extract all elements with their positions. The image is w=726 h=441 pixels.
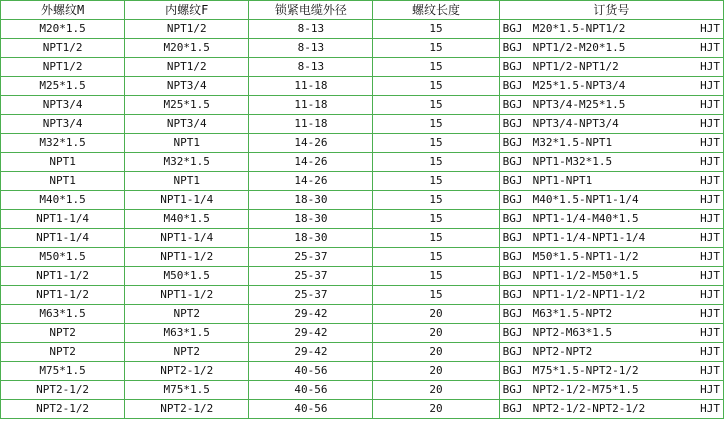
male-thread-cell: NPT1: [1, 172, 125, 191]
order-suffix: HJT: [700, 60, 720, 73]
order-code: M25*1.5-NPT3/4: [532, 79, 626, 92]
order-prefix: BGJ: [502, 383, 523, 396]
table-row: [1, 362, 724, 381]
order-code: NPT1-1/4-NPT1-1/4: [532, 231, 646, 244]
table-row: [1, 191, 724, 210]
order-no-cell: [499, 191, 723, 210]
table-row: [1, 267, 724, 286]
male-thread-cell: M20*1.5: [1, 20, 125, 39]
male-thread-cell: NPT2-1/2: [1, 381, 125, 400]
order-suffix: HJT: [700, 174, 720, 187]
order-suffix: HJT: [700, 383, 720, 396]
thread-length-cell: 15: [373, 248, 499, 267]
cable-diameter-cell: 25-37: [249, 267, 373, 286]
order-code: NPT2-NPT2: [532, 345, 593, 358]
order-code: NPT1-1/2-M50*1.5: [532, 269, 639, 282]
cable-diameter-cell: 18-30: [249, 191, 373, 210]
thread-length-cell: 20: [373, 343, 499, 362]
table-row: [1, 286, 724, 305]
order-no-cell: [499, 229, 723, 248]
thread-length-cell: 15: [373, 20, 499, 39]
header-cable-diameter: 锁紧电缆外径: [249, 1, 373, 20]
order-code: M75*1.5-NPT2-1/2: [532, 364, 639, 377]
order-code: M50*1.5-NPT1-1/2: [532, 250, 639, 263]
order-code: NPT2-1/2-M75*1.5: [532, 383, 639, 396]
female-thread-cell: M50*1.5: [125, 267, 249, 286]
order-suffix: HJT: [700, 22, 720, 35]
cable-diameter-cell: 14-26: [249, 172, 373, 191]
female-thread-cell: NPT2-1/2: [125, 362, 249, 381]
cable-diameter-cell: 29-42: [249, 305, 373, 324]
order-code: NPT2-M63*1.5: [532, 326, 613, 339]
female-thread-cell: M25*1.5: [125, 96, 249, 115]
female-thread-cell: NPT3/4: [125, 77, 249, 96]
order-suffix: HJT: [700, 364, 720, 377]
order-suffix: HJT: [700, 155, 720, 168]
male-thread-cell: NPT3/4: [1, 115, 125, 134]
order-prefix: BGJ: [502, 402, 523, 415]
order-code: M40*1.5-NPT1-1/4: [532, 193, 639, 206]
table-row: [1, 172, 724, 191]
header-male-thread: 外螺纹M: [1, 1, 125, 20]
order-prefix: BGJ: [502, 269, 523, 282]
thread-length-cell: 15: [373, 96, 499, 115]
table-row: [1, 324, 724, 343]
male-thread-cell: NPT1-1/4: [1, 229, 125, 248]
order-no-cell: [499, 305, 723, 324]
order-no-cell: [499, 400, 723, 419]
cable-diameter-cell: 25-37: [249, 248, 373, 267]
thread-length-cell: 15: [373, 286, 499, 305]
cable-diameter-cell: 40-56: [249, 362, 373, 381]
cable-diameter-cell: 11-18: [249, 96, 373, 115]
order-prefix: BGJ: [502, 117, 523, 130]
male-thread-cell: NPT1: [1, 153, 125, 172]
order-code: NPT1-NPT1: [532, 174, 593, 187]
order-prefix: BGJ: [502, 98, 523, 111]
thread-length-cell: 15: [373, 229, 499, 248]
cable-diameter-cell: 18-30: [249, 210, 373, 229]
male-thread-cell: NPT2: [1, 343, 125, 362]
order-no-cell: [499, 343, 723, 362]
table-row: [1, 20, 724, 39]
female-thread-cell: NPT3/4: [125, 115, 249, 134]
female-thread-cell: NPT2: [125, 305, 249, 324]
male-thread-cell: M40*1.5: [1, 191, 125, 210]
order-no-cell: [499, 39, 723, 58]
cable-diameter-cell: 29-42: [249, 324, 373, 343]
order-no-cell: [499, 248, 723, 267]
table-body: [1, 20, 724, 419]
cable-diameter-cell: 14-26: [249, 134, 373, 153]
order-code: NPT1-1/4-M40*1.5: [532, 212, 639, 225]
female-thread-cell: NPT1-1/2: [125, 248, 249, 267]
cable-diameter-cell: 11-18: [249, 115, 373, 134]
female-thread-cell: NPT1/2: [125, 20, 249, 39]
female-thread-cell: NPT1-1/4: [125, 229, 249, 248]
thread-length-cell: 20: [373, 324, 499, 343]
order-prefix: BGJ: [502, 79, 523, 92]
order-no-cell: [499, 362, 723, 381]
order-prefix: BGJ: [502, 174, 523, 187]
thread-length-cell: 15: [373, 58, 499, 77]
order-prefix: BGJ: [502, 22, 523, 35]
order-prefix: BGJ: [502, 231, 523, 244]
order-suffix: HJT: [700, 250, 720, 263]
female-thread-cell: NPT2: [125, 343, 249, 362]
female-thread-cell: M20*1.5: [125, 39, 249, 58]
order-no-cell: [499, 20, 723, 39]
table-row: [1, 39, 724, 58]
thread-length-cell: 15: [373, 191, 499, 210]
order-suffix: HJT: [700, 117, 720, 130]
order-suffix: HJT: [700, 326, 720, 339]
table-row: [1, 343, 724, 362]
order-suffix: HJT: [700, 98, 720, 111]
thread-length-cell: 15: [373, 172, 499, 191]
cable-diameter-cell: 8-13: [249, 20, 373, 39]
order-suffix: HJT: [700, 193, 720, 206]
order-prefix: BGJ: [502, 193, 523, 206]
order-suffix: HJT: [700, 402, 720, 415]
male-thread-cell: M50*1.5: [1, 248, 125, 267]
order-no-cell: [499, 134, 723, 153]
order-suffix: HJT: [700, 41, 720, 54]
thread-length-cell: 15: [373, 153, 499, 172]
order-no-cell: [499, 210, 723, 229]
header-female-thread: 内螺纹F: [125, 1, 249, 20]
order-code: NPT1/2-M20*1.5: [532, 41, 626, 54]
thread-length-cell: 20: [373, 381, 499, 400]
header-row: [1, 1, 724, 20]
order-prefix: BGJ: [502, 307, 523, 320]
table-row: [1, 58, 724, 77]
table-row: [1, 77, 724, 96]
male-thread-cell: NPT1-1/2: [1, 267, 125, 286]
order-no-cell: [499, 77, 723, 96]
order-code: M20*1.5-NPT1/2: [532, 22, 626, 35]
order-prefix: BGJ: [502, 364, 523, 377]
male-thread-cell: NPT2: [1, 324, 125, 343]
thread-length-cell: 15: [373, 115, 499, 134]
table-row: [1, 305, 724, 324]
table-row: [1, 153, 724, 172]
cable-diameter-cell: 40-56: [249, 400, 373, 419]
table-row: [1, 96, 724, 115]
female-thread-cell: M63*1.5: [125, 324, 249, 343]
cable-diameter-cell: 29-42: [249, 343, 373, 362]
order-suffix: HJT: [700, 136, 720, 149]
order-no-cell: [499, 324, 723, 343]
female-thread-cell: NPT1/2: [125, 58, 249, 77]
order-no-cell: [499, 267, 723, 286]
order-no-cell: [499, 286, 723, 305]
thread-length-cell: 15: [373, 210, 499, 229]
male-thread-cell: M32*1.5: [1, 134, 125, 153]
male-thread-cell: M25*1.5: [1, 77, 125, 96]
order-prefix: BGJ: [502, 212, 523, 225]
male-thread-cell: NPT2-1/2: [1, 400, 125, 419]
order-suffix: HJT: [700, 288, 720, 301]
order-no-cell: [499, 58, 723, 77]
male-thread-cell: NPT1/2: [1, 58, 125, 77]
order-no-cell: [499, 96, 723, 115]
order-code: NPT3/4-M25*1.5: [532, 98, 626, 111]
male-thread-cell: NPT3/4: [1, 96, 125, 115]
cable-diameter-cell: 40-56: [249, 381, 373, 400]
order-no-cell: [499, 172, 723, 191]
male-thread-cell: M63*1.5: [1, 305, 125, 324]
cable-diameter-cell: 8-13: [249, 39, 373, 58]
table-row: [1, 210, 724, 229]
thread-length-cell: 15: [373, 134, 499, 153]
order-code: NPT2-1/2-NPT2-1/2: [532, 402, 646, 415]
table-row: [1, 229, 724, 248]
order-prefix: BGJ: [502, 250, 523, 263]
cable-diameter-cell: 18-30: [249, 229, 373, 248]
order-prefix: BGJ: [502, 345, 523, 358]
order-prefix: BGJ: [502, 136, 523, 149]
order-prefix: BGJ: [502, 288, 523, 301]
order-prefix: BGJ: [502, 60, 523, 73]
cable-diameter-cell: 14-26: [249, 153, 373, 172]
order-no-cell: [499, 153, 723, 172]
order-suffix: HJT: [700, 212, 720, 225]
female-thread-cell: M32*1.5: [125, 153, 249, 172]
female-thread-cell: M75*1.5: [125, 381, 249, 400]
order-suffix: HJT: [700, 231, 720, 244]
table-row: [1, 134, 724, 153]
thread-length-cell: 15: [373, 267, 499, 286]
order-suffix: HJT: [700, 79, 720, 92]
female-thread-cell: NPT2-1/2: [125, 400, 249, 419]
female-thread-cell: NPT1-1/2: [125, 286, 249, 305]
header-order-no: 订货号: [499, 1, 723, 20]
order-code: NPT1-1/2-NPT1-1/2: [532, 288, 646, 301]
order-no-cell: [499, 115, 723, 134]
table-row: [1, 381, 724, 400]
table-row: [1, 115, 724, 134]
table-row: [1, 248, 724, 267]
male-thread-cell: NPT1/2: [1, 39, 125, 58]
order-code: NPT1/2-NPT1/2: [532, 60, 619, 73]
order-suffix: HJT: [700, 307, 720, 320]
thread-length-cell: 20: [373, 305, 499, 324]
thread-length-cell: 15: [373, 39, 499, 58]
order-code: M32*1.5-NPT1: [532, 136, 613, 149]
thread-length-cell: 15: [373, 77, 499, 96]
table-row: [1, 400, 724, 419]
thread-length-cell: 20: [373, 400, 499, 419]
female-thread-cell: NPT1-1/4: [125, 191, 249, 210]
female-thread-cell: NPT1: [125, 172, 249, 191]
order-prefix: BGJ: [502, 41, 523, 54]
thread-length-cell: 20: [373, 362, 499, 381]
order-code: NPT3/4-NPT3/4: [532, 117, 619, 130]
cable-diameter-cell: 11-18: [249, 77, 373, 96]
female-thread-cell: M40*1.5: [125, 210, 249, 229]
female-thread-cell: NPT1: [125, 134, 249, 153]
header-thread-length: 螺纹长度: [373, 1, 499, 20]
order-code: M63*1.5-NPT2: [532, 307, 613, 320]
male-thread-cell: M75*1.5: [1, 362, 125, 381]
cable-diameter-cell: 8-13: [249, 58, 373, 77]
order-suffix: HJT: [700, 269, 720, 282]
cable-diameter-cell: 25-37: [249, 286, 373, 305]
male-thread-cell: NPT1-1/4: [1, 210, 125, 229]
male-thread-cell: NPT1-1/2: [1, 286, 125, 305]
order-code: NPT1-M32*1.5: [532, 155, 613, 168]
order-prefix: BGJ: [502, 326, 523, 339]
order-prefix: BGJ: [502, 155, 523, 168]
order-no-cell: [499, 381, 723, 400]
order-suffix: HJT: [700, 345, 720, 358]
